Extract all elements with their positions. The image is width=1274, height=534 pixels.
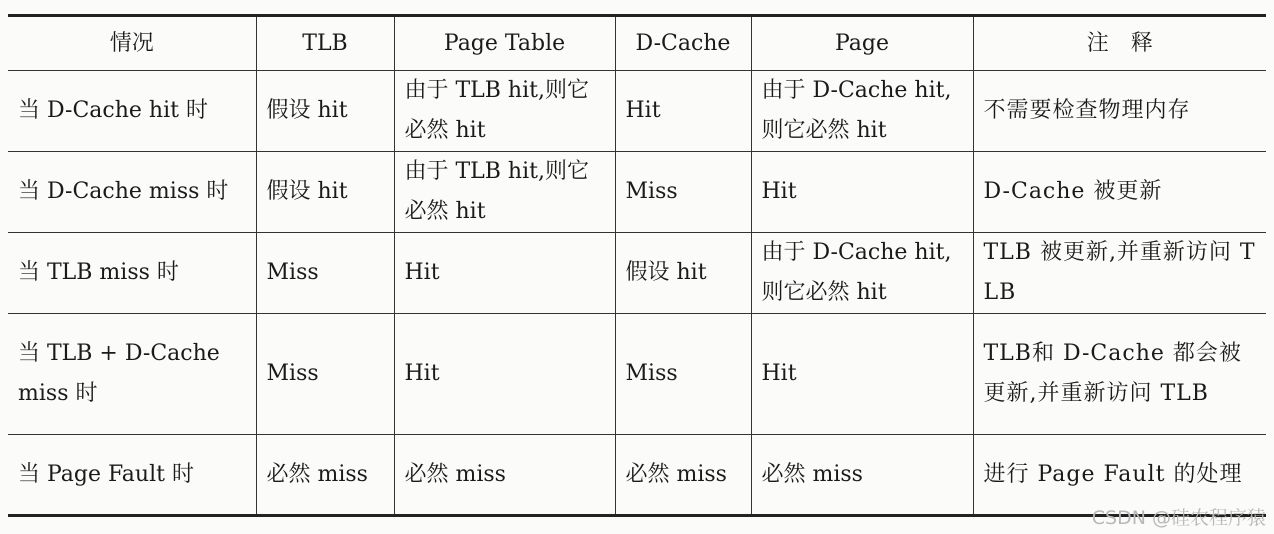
table-row xyxy=(8,152,1266,233)
cell-page-table: 必然 miss xyxy=(394,435,615,516)
cell-note: D-Cache 被更新 xyxy=(973,152,1266,233)
table-row xyxy=(8,314,1266,435)
cell-d-cache: 假设 hit xyxy=(615,233,751,314)
cell-d-cache: 必然 miss xyxy=(615,435,751,516)
cell-page: 由于 D-Cache hit,则它必然 hit xyxy=(751,233,973,314)
header-page: Page xyxy=(751,16,973,71)
table-row xyxy=(8,233,1266,314)
header-tlb: TLB xyxy=(256,16,394,71)
cell-tlb: 假设 hit xyxy=(256,152,394,233)
table-row xyxy=(8,71,1266,152)
cell-page: 必然 miss xyxy=(751,435,973,516)
cell-situation: 当 D-Cache hit 时 xyxy=(8,71,256,152)
header-row xyxy=(8,16,1266,71)
cell-page-table: 由于 TLB hit,则它必然 hit xyxy=(394,71,615,152)
cell-note: 不需要检查物理内存 xyxy=(973,71,1266,152)
cell-page-table: Hit xyxy=(394,233,615,314)
cell-note: 进行 Page Fault 的处理 xyxy=(973,435,1266,516)
header-page-table: Page Table xyxy=(394,16,615,71)
header-note: 注 释 xyxy=(973,16,1266,71)
cell-d-cache: Hit xyxy=(615,71,751,152)
cell-tlb: 必然 miss xyxy=(256,435,394,516)
cell-page: Hit xyxy=(751,314,973,435)
cell-d-cache: Miss xyxy=(615,314,751,435)
table-row xyxy=(8,435,1266,516)
cell-note: TLB 被更新,并重新访问 TLB xyxy=(973,233,1266,314)
cell-tlb: 假设 hit xyxy=(256,71,394,152)
cell-page: 由于 D-Cache hit,则它必然 hit xyxy=(751,71,973,152)
header-d-cache: D-Cache xyxy=(615,16,751,71)
cell-situation: 当 D-Cache miss 时 xyxy=(8,152,256,233)
tlb-cache-table xyxy=(8,14,1266,517)
cell-page-table: 由于 TLB hit,则它必然 hit xyxy=(394,152,615,233)
cell-note: TLB和 D-Cache 都会被更新,并重新访问 TLB xyxy=(973,314,1266,435)
watermark-text: CSDN @硅农程序猿 xyxy=(1091,507,1266,529)
cell-tlb: Miss xyxy=(256,314,394,435)
cell-situation: 当 TLB miss 时 xyxy=(8,233,256,314)
cell-d-cache: Miss xyxy=(615,152,751,233)
cell-page-table: Hit xyxy=(394,314,615,435)
cell-page: Hit xyxy=(751,152,973,233)
cell-situation: 当 TLB + D-Cache miss 时 xyxy=(8,314,256,435)
cell-situation: 当 Page Fault 时 xyxy=(8,435,256,516)
cell-tlb: Miss xyxy=(256,233,394,314)
header-situation: 情况 xyxy=(8,16,256,71)
